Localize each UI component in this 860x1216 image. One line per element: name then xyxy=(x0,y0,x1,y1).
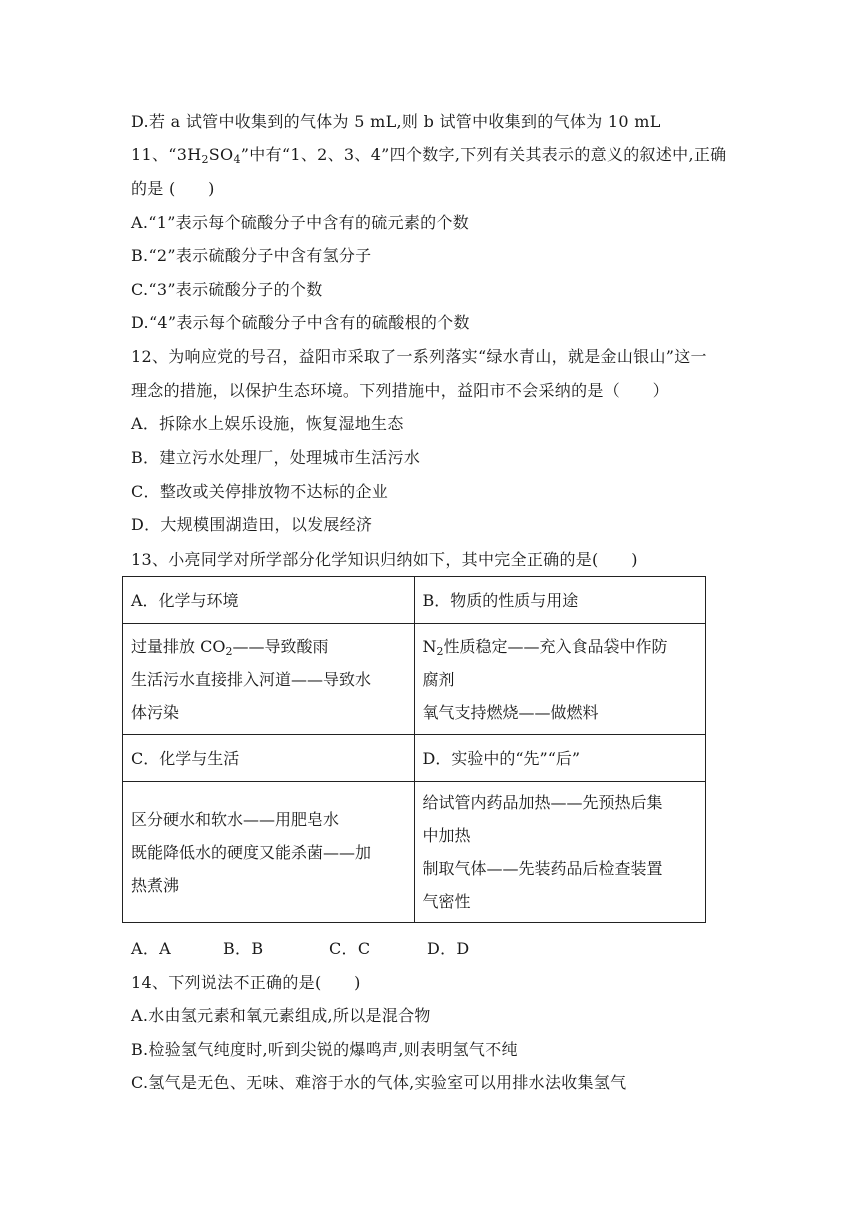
q14-stem: 14、下列说法不正确的是( ) xyxy=(131,973,361,992)
table-c-line2: 既能降低水的硬度又能杀菌——加 xyxy=(131,842,372,862)
q11-stem-sub2: 4 xyxy=(233,153,241,166)
table-b-line3: 氧气支持燃烧——做燃料 xyxy=(422,702,599,722)
table-cell-d-body xyxy=(414,782,706,923)
q11-stem-line2: 的是 ( ) xyxy=(131,179,215,198)
table-cell-c-head: C．化学与生活 xyxy=(123,735,415,782)
table-d-line1: 给试管内药品加热——先预热后集 xyxy=(422,793,663,812)
table-cell-b-body xyxy=(414,624,706,735)
q14-option-c: C.氢气是无色、无味、难溶于水的气体,实验室可以用排水法收集氢气 xyxy=(131,1073,627,1092)
table-d-line4: 气密性 xyxy=(422,892,471,911)
q11-stem-part3: ”中有“1、2、3、4”四个数字,下列有关其表示的意义的叙述中,正确 xyxy=(240,145,727,164)
q11-option-d: D.“4”表示每个硫酸分子中含有的硫酸根的个数 xyxy=(131,313,470,332)
q11-option-b: B.“2”表示硫酸分子中含有氢分子 xyxy=(131,246,372,265)
table-cell-d-head: D．实验中的“先”“后” xyxy=(414,735,706,782)
table-cell-a-body xyxy=(123,624,415,735)
table-a-line1-post: ——导致酸雨 xyxy=(232,636,329,656)
q12-stem-line2: 理念的措施，以保护生态环境。下列措施中，益阳市不会采纳的是（ ） xyxy=(131,381,669,400)
q11-option-a: A.“1”表示每个硫酸分子中含有的硫元素的个数 xyxy=(131,213,470,232)
q14-option-b: B.检验氢气纯度时,听到尖锐的爆鸣声,则表明氢气不纯 xyxy=(131,1040,518,1059)
q12-option-a: A．拆除水上娱乐设施，恢复湿地生态 xyxy=(131,414,404,433)
q13-choice-d: D．D xyxy=(427,939,470,958)
q13-choice-a: A．A xyxy=(131,939,172,958)
q11-stem-part1: 11、“3H xyxy=(131,145,202,164)
q11-option-c: C.“3”表示硫酸分子的个数 xyxy=(131,280,323,299)
q11-stem-part2: SO xyxy=(208,145,234,164)
table-c-line1: 区分硬水和软水——用肥皂水 xyxy=(131,809,340,829)
table-cell-a-head: A．化学与环境 xyxy=(123,577,415,624)
q13-choices xyxy=(131,939,470,959)
q13-stem: 13、小亮同学对所学部分化学知识归纳如下，其中完全正确的是( ) xyxy=(131,550,638,569)
table-b-line2: 腐剂 xyxy=(422,669,455,689)
table-d-line3: 制取气体——先装药品后检查装置 xyxy=(422,859,663,878)
table-a-line3: 体污染 xyxy=(131,702,180,722)
table-a-line2: 生活污水直接排入河道——导致水 xyxy=(131,669,372,689)
table-b-line1 xyxy=(423,630,698,663)
q11-stem-line1 xyxy=(131,145,726,165)
table-cell-b-head: B．物质的性质与用途 xyxy=(414,577,706,624)
table-a-line1 xyxy=(131,630,406,663)
table-b-line1-post: 性质稳定——充入食品袋中作防 xyxy=(443,636,668,656)
table-d-line2: 中加热 xyxy=(422,826,471,845)
q12-option-c: C．整改或关停排放物不达标的企业 xyxy=(131,482,389,501)
table-cell-c-body xyxy=(123,782,415,923)
q13-choice-c: C．C xyxy=(329,939,371,958)
q12-option-d: D．大规模围湖造田，以发展经济 xyxy=(131,515,373,534)
q10-option-d: D.若 a 试管中收集到的气体为 5 mL,则 b 试管中收集到的气体为 10 mL xyxy=(131,112,661,131)
q13-choice-b: B．B xyxy=(223,939,264,958)
q12-option-b: B．建立污水处理厂，处理城市生活污水 xyxy=(131,448,421,467)
table-a-line1-pre: 过量排放 CO xyxy=(131,636,226,656)
table-c-line3: 热煮沸 xyxy=(131,875,180,895)
q12-stem-line1: 12、为响应党的号召，益阳市采取了一系列落实“绿水青山，就是金山银山”这一 xyxy=(131,347,707,366)
q11-stem-sub1: 2 xyxy=(201,153,209,166)
table-a-line1-sub: 2 xyxy=(225,644,233,658)
q14-option-a: A.水由氢元素和氧元素组成,所以是混合物 xyxy=(131,1006,431,1025)
knowledge-table xyxy=(122,576,706,923)
table-b-line1-sub: 2 xyxy=(436,644,444,658)
table-b-line1-pre: N xyxy=(422,636,437,656)
